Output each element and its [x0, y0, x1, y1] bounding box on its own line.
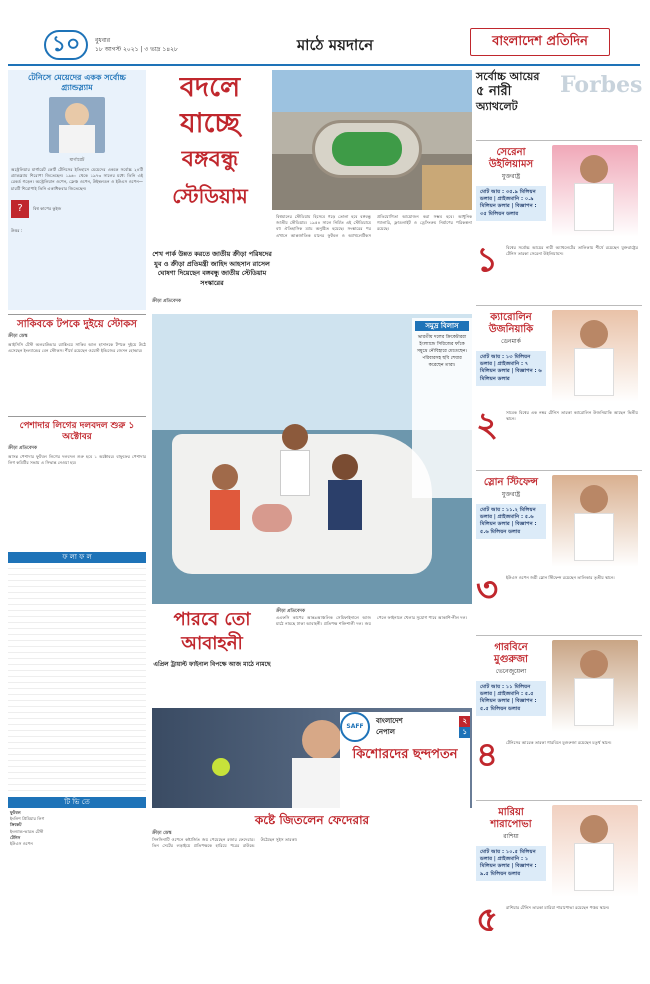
abahani-deck: এপ্রিল ট্রায়াল্ট ফাইনাল বিপক্ষে আজ মাঠে নামছে [153, 661, 271, 668]
tv-item: ফুটবল [10, 810, 21, 815]
stadium-byline: ক্রীড়া প্রতিবেদক [152, 299, 181, 304]
saff-logo: SAFF [340, 712, 370, 742]
score-nepal: ১ [459, 727, 470, 738]
score-line-1 [376, 716, 470, 727]
abahani-title-1: পারবে তো [173, 609, 251, 630]
scoreboard [376, 716, 470, 738]
tv-item: ইউএস ওপেন [10, 841, 33, 847]
athlete-body: রাশিয়ার টেনিস তারকা মারিয়া শারাপোভা রয়েছেন পঞ্চম স্থানে। [506, 905, 610, 910]
newspaper-logo: বাংলাদেশ প্রতিদিন [470, 28, 610, 56]
tv-header: টি ভি তে [8, 797, 146, 808]
federer-body: সিনসিনাটি ওপেনে কষ্টার্জিত জয় পেয়েছেন রজার ফেদেরার। তিন সেটের লড়াইয়ে প্রতিপক্ষকে হারিয়ে পরের রাউন্ডে উঠেছেন সুইস তারকা। [152, 837, 298, 849]
athlete-country: ভেনেজুয়েলা [495, 668, 527, 675]
results-header: ফ লা ফ ল [8, 552, 146, 563]
abahani-text [276, 608, 472, 704]
divider [8, 314, 146, 315]
athlete-name: মারিয়া শারাপোভা [490, 807, 532, 830]
athlete-country: যুক্তরাষ্ট্র [501, 491, 521, 498]
athlete-name-block [476, 147, 546, 221]
athlete-entry [476, 305, 642, 470]
tennis-record-box [8, 70, 146, 310]
score-bangladesh: ২ [459, 716, 470, 727]
athlete-country: যুক্তরাষ্ট্র [501, 173, 521, 180]
score-line-2 [376, 727, 470, 738]
section-title: মাঠে ময়দানে [296, 36, 374, 54]
athlete-name: গারবিনে মুগুরুজা [494, 642, 528, 665]
athlete-entry [476, 470, 642, 635]
athlete-name: সেরেনা উইলিয়ামস [488, 147, 534, 170]
stadium-title-1: বদলে [179, 72, 241, 103]
forbes-title-1: সর্বোচ্চ আয়ের [476, 70, 540, 83]
stadium-deck: শেখ পার্ক উন্নত করতে জাতীয় ক্রীড়া পরিষদের যুব ও ক্রীড়া প্রতিমন্ত্রী জাহিদ আহসান রাসেল ঘোষণা দিয়েছেন বঙ্গবন্ধু জাতীয় স্টেডিয়াম সংস্কারের [152, 250, 272, 287]
athlete-list [476, 140, 642, 965]
athlete-photo [552, 145, 638, 237]
stadium-aerial-photo [272, 70, 472, 210]
left-column [8, 70, 146, 970]
athlete-body: সাবেক বিশ্বের এক নম্বর টেনিস তারকা ক্যারোলিন উজনিয়াকি আছেন দ্বিতীয় স্থানে। [506, 410, 638, 422]
athlete-photo [552, 640, 638, 732]
date-line [95, 36, 178, 54]
page-number: ১০ [44, 30, 88, 60]
abahani-body: এএফসি কাপের আন্তঃআঞ্চলিক সেমিফাইনালে আজ মাঠে নামছে ঢাকা আবাহনী। প্রতিপক্ষ শক্তিশালী দল। জয় পেলে ফাইনালে খেলার সুযোগ পাবে আকাশি-নীল দল। [276, 615, 468, 627]
stadium-title-4: স্টেডিয়াম [172, 184, 248, 208]
saff-score-row [340, 712, 470, 742]
league-headline: পেশাদার লিগের দলবদল শুরু ১ অক্টোবর [19, 421, 135, 442]
athlete-stats: মোট আয় : ১৩ মিলিয়ন ডলার | প্রাইজমানি : ৭ মিলিয়ন ডলার | বিজ্ঞাপন : ৬ মিলিয়ন ডলার [476, 351, 546, 386]
divider [8, 416, 146, 417]
athlete-name-block [476, 312, 546, 386]
quiz-icon: ? [11, 200, 29, 218]
forbes-title-3: অ্যাথলেট [476, 100, 518, 113]
athlete-rank: ৫ [476, 900, 499, 940]
athlete-entry [476, 140, 642, 305]
abahani-title-2: আবাহনী [181, 633, 243, 654]
quiz-answer: উত্তর : [11, 227, 23, 233]
boat-caption-title: সমুদ্র বিলাস [415, 321, 469, 331]
athlete-name-block [476, 642, 546, 716]
athlete-name: ক্যারোলিন উজনিয়াকি [488, 312, 534, 335]
athlete-stats: মোট আয় : ১০.৫ মিলিয়ন ডলার | প্রাইজমানি : ১ মিলিয়ন ডলার | বিজ্ঞাপন : ৯.৫ মিলিয়ন ডলার [476, 846, 546, 881]
athlete-rank: ৩ [476, 570, 499, 610]
forbes-title [476, 70, 566, 114]
athlete-rank: ২ [476, 405, 499, 445]
boat-caption-box [412, 318, 472, 498]
sakib-headline: সাকিবকে টপকে দুইয়ে স্টোকস [17, 319, 137, 330]
stadium-title-2: যাচ্ছে [180, 108, 240, 139]
quiz-row [11, 200, 143, 218]
athlete-name-block [476, 477, 546, 539]
athlete-photo [552, 310, 638, 402]
league-body: আসন্ন পেশাদার ফুটবল লিগের দলবদল শুরু হবে ১ অক্টোবর। বাফুফের পেশাদার লিগ কমিটির সভায় এ সিদ্ধান্ত নেওয়া হয়। [8, 454, 146, 466]
federer-headline: কষ্টে জিতলেন ফেদেরার [254, 813, 370, 827]
stadium-title-3: বঙ্গবন্ধু [181, 147, 239, 172]
full-date: ১৮ আগস্ট ২০২১ | ৩ ভাদ্র ১৪২৮ [95, 46, 178, 53]
tennis-record-title: টেনিসে মেয়েদের একক সর্বোচ্চ গ্র্যান্ডস্ল্যাম [28, 73, 126, 92]
team-nepal: নেপাল [376, 728, 396, 736]
margaret-court-photo [49, 97, 105, 153]
stadium-byline-row [152, 298, 472, 310]
forbes-column [476, 70, 642, 970]
abahani-byline: ক্রীড়া প্রতিবেদক [276, 609, 305, 614]
athlete-photo [552, 805, 638, 897]
page-header [0, 0, 650, 62]
tv-item: ইংলিশ প্রিমিয়ার লিগ [10, 816, 45, 822]
tv-item: টেনিস [10, 834, 21, 840]
photo-caption: মার্গারেট [69, 158, 85, 163]
athlete-entry [476, 800, 642, 965]
athlete-country: ডেনমার্ক [501, 338, 521, 345]
boat-caption-body: ভারতীয় দলের ক্রিকেটাররা ইংল্যান্ডে সিরিজের ফাঁকে সমুদ্রে নৌবিহারে মেতেছেন। পরিবারসহ ছবি শেয়ার করেছেন তারা। [416, 335, 468, 368]
athlete-name: স্লোন স্টিফেন্স [483, 477, 539, 488]
federer-byline: ক্রীড়া ডেস্ক [152, 831, 172, 836]
stadium-body: বিশ্বমানের স্টেডিয়াম হিসেবে গড়ে তোলা হবে বঙ্গবন্ধু জাতীয় স্টেডিয়াম। ১৯৫৪ সালে নির্মিত এই স্টেডিয়ামে বহু ঐতিহাসিক ম্যাচ অনুষ্ঠিত হয়েছে। সংস্কারের পর এখানে আন্তর্জাতিক মানের ফুটবল ও অ্যাথলেটিকস প্রতিযোগিতা আয়োজন করা সম্ভব হবে। আধুনিক গ্যালারি, ফ্লাডলাইট ও ড্রেসিংরুম নির্মাণের পরিকল্পনা রয়েছে। [276, 214, 472, 238]
athlete-photo [552, 475, 638, 567]
athlete-body: ইউএস ওপেন জয়ী স্লোন স্টিফেন্স রয়েছেন তালিকার তৃতীয় স্থানে। [506, 575, 615, 580]
sakib-byline: ক্রীড়া ডেস্ক [8, 334, 28, 339]
athlete-country: রাশিয়া [503, 833, 519, 840]
athlete-entry [476, 635, 642, 800]
forbes-title-2: ৫ নারী [476, 84, 512, 99]
quiz-label: বিশ্ব কাপের কুইজ [33, 205, 62, 211]
tv-item: ইংল্যান্ড-ভারত টেস্ট [10, 828, 44, 834]
athlete-body: টেনিসের আরেক তারকা গারবিনে মুগুরুজা রয়েছেন চতুর্থ স্থানে। [506, 740, 612, 745]
athlete-stats: মোট আয় : ১১.২ মিলিয়ন ডলার | প্রাইজমানি : ৫.৬ মিলিয়ন ডলার | বিজ্ঞাপন : ৫.৬ মিলিয়ন ডলার [476, 504, 546, 539]
header-rule [8, 64, 640, 66]
stadium-deck-box [152, 212, 272, 292]
abahani-block [152, 608, 272, 700]
athlete-stats: মোট আয় : ১১ মিলিয়ন ডলার | প্রাইজমানি : ৫.৫ মিলিয়ন ডলার | বিজ্ঞাপন : ৫.৫ মিলিয়ন ডলার [476, 681, 546, 716]
athlete-stats: মোট আয় : ৩৫.৯ মিলিয়ন ডলার | প্রাইজমানি : ০.৯ মিলিয়ন ডলার | বিজ্ঞাপন : ৩৫ মিলিয়ন ডলার [476, 186, 546, 221]
athlete-rank: ৪ [476, 735, 499, 775]
forbes-logo: Forbes [560, 72, 643, 98]
athlete-rank: ১ [476, 240, 499, 280]
team-bangladesh: বাংলাদেশ [376, 717, 403, 725]
athlete-body: বিশ্বের সর্বোচ্চ আয়ের নারী অ্যাথলেটের তালিকায় শীর্ষে রয়েছেন যুক্তরাষ্ট্রের টেনিস তারকা সেরেনা উইলিয়ামস। [506, 245, 638, 257]
athlete-name-block [476, 807, 546, 881]
saff-header [340, 712, 470, 808]
results-list [8, 563, 146, 793]
forbes-header [476, 70, 642, 140]
saff-headline: কিশোরদের ছন্দপতন [352, 747, 458, 762]
stadium-body-top [276, 214, 472, 298]
tv-item: ক্রিকেট [10, 822, 22, 828]
league-byline: ক্রীড়া প্রতিবেদক [8, 446, 37, 451]
tv-schedule [8, 808, 146, 849]
weekday: বুধবার [95, 37, 111, 44]
tennis-record-body: অস্ট্রেলিয়ার মার্গারেট কোর্ট টেনিসের ইতিহাসে মেয়েদের এককে সর্বোচ্চ ২৪টি গ্র্যান্ডস্ল্যাম শিরোপা জিতেছেন। ১৯৬০ থেকে ১৯৭৩ সালের মধ্যে তিনি এই রেকর্ড গড়েন। অস্ট্রেলিয়ান ওপেন, ফ্রেঞ্চ ওপেন, উইম্বলডন ও ইউএস ওপেন—চারটি শিরোপাই তিনি একাধিকবার জিতেছেন। [11, 167, 143, 191]
sakib-body: আইসিসি টেস্ট অলরাউন্ডার র‍্যাঙ্কিংয়ে সাকিব আল হাসানকে টপকে দুইয়ে উঠে এসেছেন ইংল্যান্ডের বেন স্টোকস। শীর্ষে রয়েছেন ওয়েস্ট ইন্ডিজের জেসন হোল্ডার। [8, 342, 146, 354]
federer-text [152, 830, 472, 970]
